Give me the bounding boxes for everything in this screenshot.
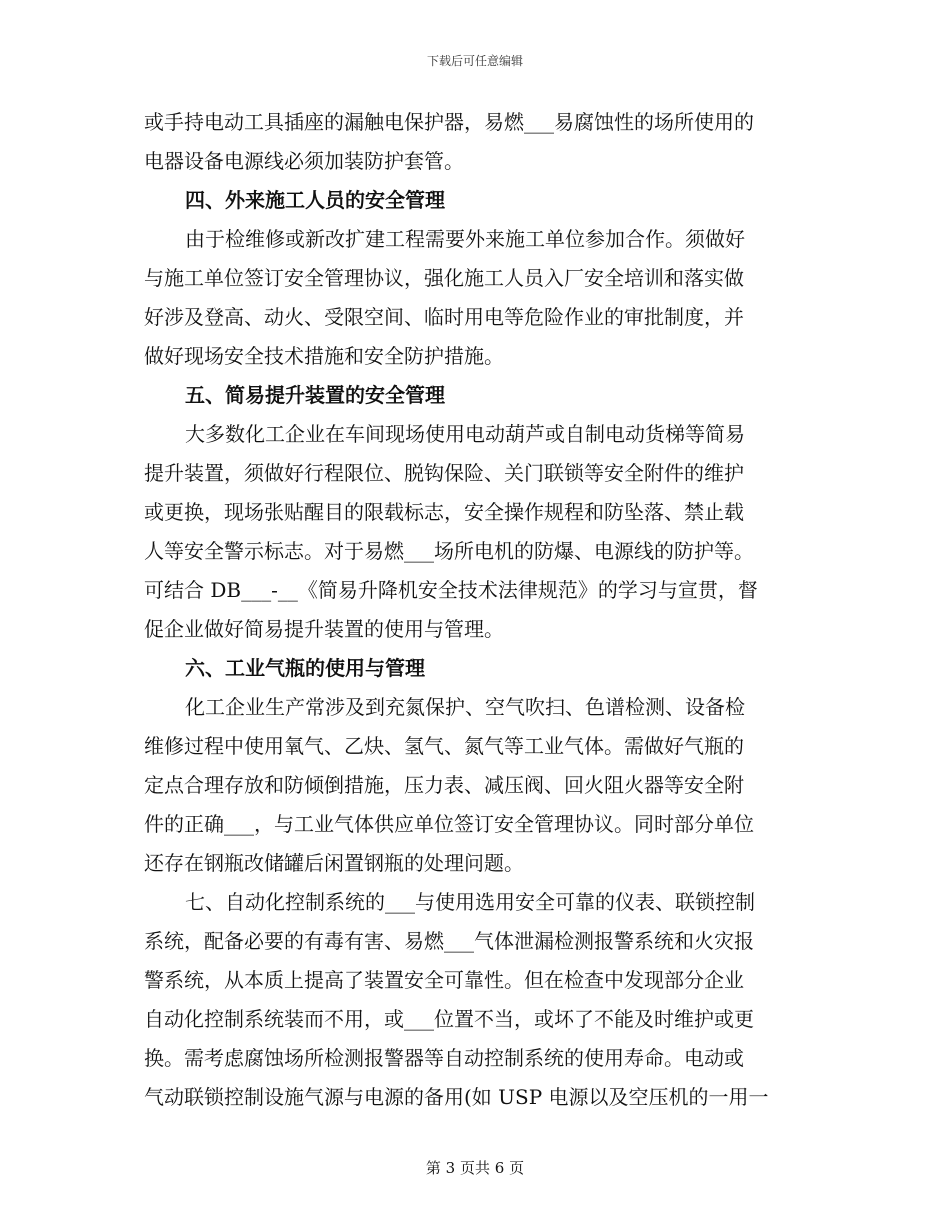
text-line: 电器设备电源线必须加装防护套管。 — [144, 149, 464, 173]
section-heading: 六、工业气瓶的使用与管理 — [185, 656, 425, 680]
text-line: 做好现场安全技术措施和安全防护措施。 — [144, 344, 504, 368]
text-line: 提升装置，须做好行程限位、脱钩保险、关门联锁等安全附件的维护 — [144, 461, 744, 485]
text-line: 定点合理存放和防倾倒措施，压力表、减压阀、回火阻火器等安全附 — [144, 773, 744, 797]
text-line: 警系统，从本质上提高了装置安全可靠性。但在检查中发现部分企业 — [144, 968, 744, 992]
text-line: 件的正确___，与工业气体供应单位签订安全管理协议。同时部分单位 — [144, 812, 754, 836]
page-footer: 第 3 页共 6 页 — [425, 1159, 525, 1177]
text-line: 化工企业生产常涉及到充氮保护、空气吹扫、色谱检测、设备检 — [185, 695, 745, 719]
text-line: 或手持电动工具插座的漏触电保护器，易燃___易腐蚀性的场所使用的 — [144, 110, 754, 134]
text-line: 促企业做好简易提升装置的使用与管理。 — [144, 617, 504, 641]
text-line: 气动联锁控制设施气源与电源的备用(如 USP 电源以及空压机的一用一 — [144, 1085, 769, 1109]
text-line: 换。需考虑腐蚀场所检测报警器等自动控制系统的使用寿命。电动或 — [144, 1046, 744, 1070]
text-line: 好涉及登高、动火、受限空间、临时用电等危险作业的审批制度，并 — [144, 305, 744, 329]
page-header: 下载后可任意编辑 — [426, 54, 523, 68]
text-line: 由于检维修或新改扩建工程需要外来施工单位参加合作。须做好 — [185, 227, 745, 251]
text-line: 大多数化工企业在车间现场使用电动葫芦或自制电动货梯等简易 — [185, 422, 745, 446]
document-body — [144, 103, 808, 1117]
text-line: 与施工单位签订安全管理协议，强化施工人员入厂安全培训和落实做 — [144, 266, 744, 290]
text-line: 人等安全警示标志。对于易燃___场所电机的防爆、电源线的防护等。 — [144, 539, 754, 563]
text-line: 还存在钢瓶改储罐后闲置钢瓶的处理问题。 — [144, 851, 524, 875]
text-line: 自动化控制系统装而不用，或___位置不当，或坏了不能及时维护或更 — [144, 1007, 754, 1031]
text-line: 可结合 DB___-__《简易升降机安全技术法律规范》的学习与宣贯，督 — [144, 578, 758, 602]
text-line: 七、自动化控制系统的___与使用选用安全可靠的仪表、联锁控制 — [185, 890, 755, 914]
text-line: 系统，配备必要的有毒有害、易燃___气体泄漏检测报警系统和火灾报 — [144, 929, 754, 953]
section-heading: 五、简易提升装置的安全管理 — [185, 383, 445, 407]
text-line: 或更换，现场张贴醒目的限载标志，安全操作规程和防坠落、禁止载 — [144, 500, 744, 524]
text-line: 维修过程中使用氧气、乙炔、氢气、氮气等工业气体。需做好气瓶的 — [144, 734, 744, 758]
section-heading: 四、外来施工人员的安全管理 — [185, 188, 445, 212]
